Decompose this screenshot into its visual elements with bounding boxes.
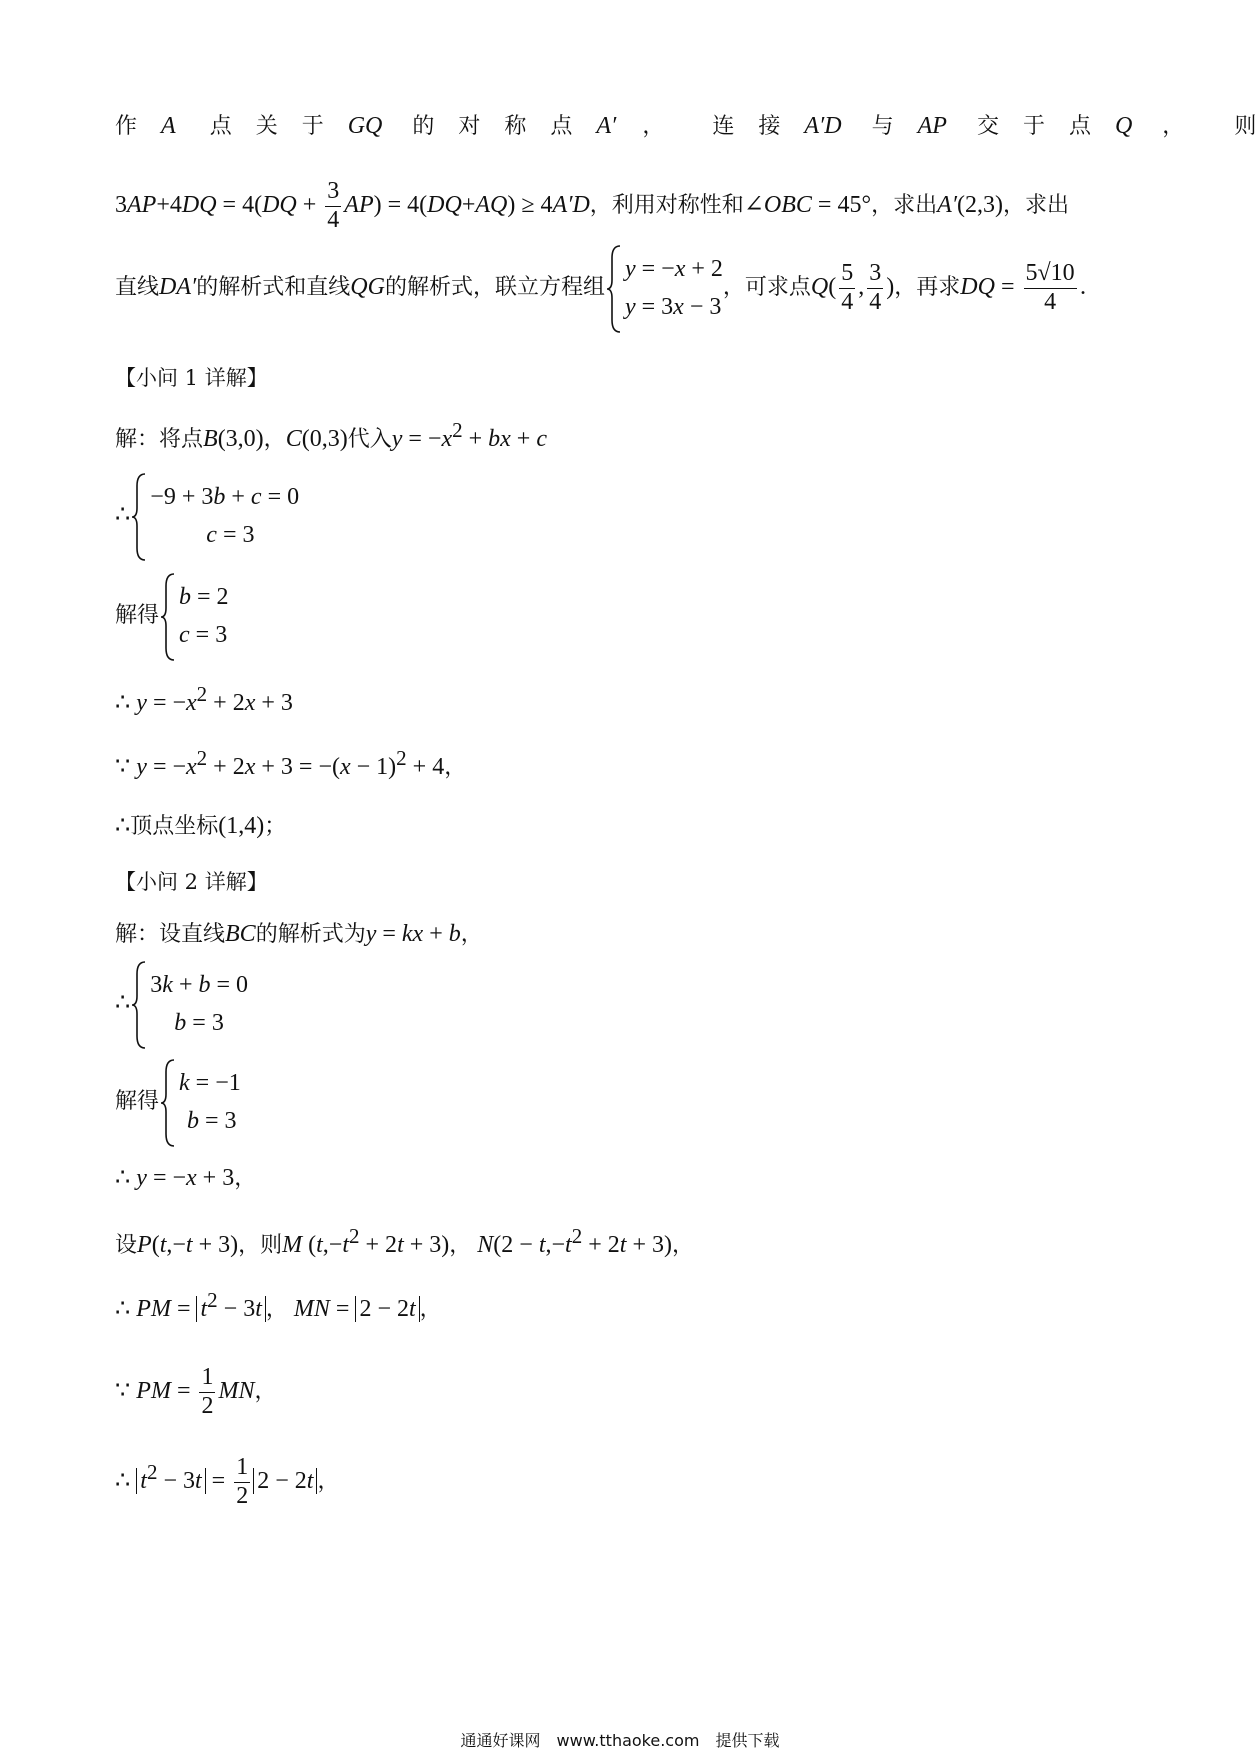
page-footer: 通通好课网 www.tthaoke.com 提供下载 <box>460 1731 780 1750</box>
part2-step-3: 解得 k = −1 b = 3 <box>115 1064 241 1140</box>
part2-step-2: ∴ 3k + b = 0 b = 3 <box>115 966 248 1042</box>
part1-step-6: ∴顶点坐标(1,4)； <box>115 813 287 839</box>
part1-step-5: ∵ $y = -x^2 + 2x + 3 = -(x - 1)^2 + 4$， <box>115 746 467 780</box>
part1-step-2: ∴ −9 + 3b + c = 0 c = 3 <box>115 478 299 554</box>
part2-step-6: ∴ PM = $t^2 - 3t$ ， MN = 2 − 2t ， <box>115 1288 442 1322</box>
part2-step-1: 解：设直线BC的解析式为y = kx + b， <box>115 921 483 947</box>
part1-step-4: ∴ $y = -x^2 + 2x + 3$ <box>115 682 293 716</box>
intro-line-2: 3AP+4DQ = 4(DQ + $\frac{3}{4}$ AP) = 4(DQ+AQ) ≥ 4A′D，利用对称性和∠OBC = 45°，求出A′(2,3)，求出 <box>115 178 1069 233</box>
part2-step-5: 设P(t,−t + 3)，则M $(t,-t^2 + 2t + 3)$， $N(2 - t,-t^2 + 2t + 3)$， <box>115 1224 694 1258</box>
part2-step-8: ∴ $t^2 - 3t$ = $\frac{1}{2}$ 2 − 2t ， <box>115 1454 340 1509</box>
part1-step-3: 解得 b = 2 c = 3 <box>115 578 229 654</box>
part2-step-4: ∴ y = −x + 3， <box>115 1165 257 1191</box>
part2-heading: 【小问 2 详解】 <box>115 870 268 894</box>
part2-step-7: ∵ PM = $\frac{1}{2}$ MN， <box>115 1364 277 1419</box>
part1-heading: 【小问 1 详解】 <box>115 366 268 390</box>
intro-line-3: 直线DA′的解析式和直线QG的解析式，联立方程组 y = −x + 2 y = 3x − 3 ，可求点Q( $\frac{5}{4}$ , $\frac{3}{4}$ )，再求DQ = $\frac{5√10}{4}$ ． <box>115 250 1102 326</box>
part1-step-1: 解：将点B(3,0)，C(0,3)代入$y = -x^2$ + bx + c <box>115 418 547 452</box>
intro-line-1: 作A 点关于GQ 的对称点A′ ， 连接A′D 与AP 交于点Q ， 则 <box>115 113 1256 139</box>
